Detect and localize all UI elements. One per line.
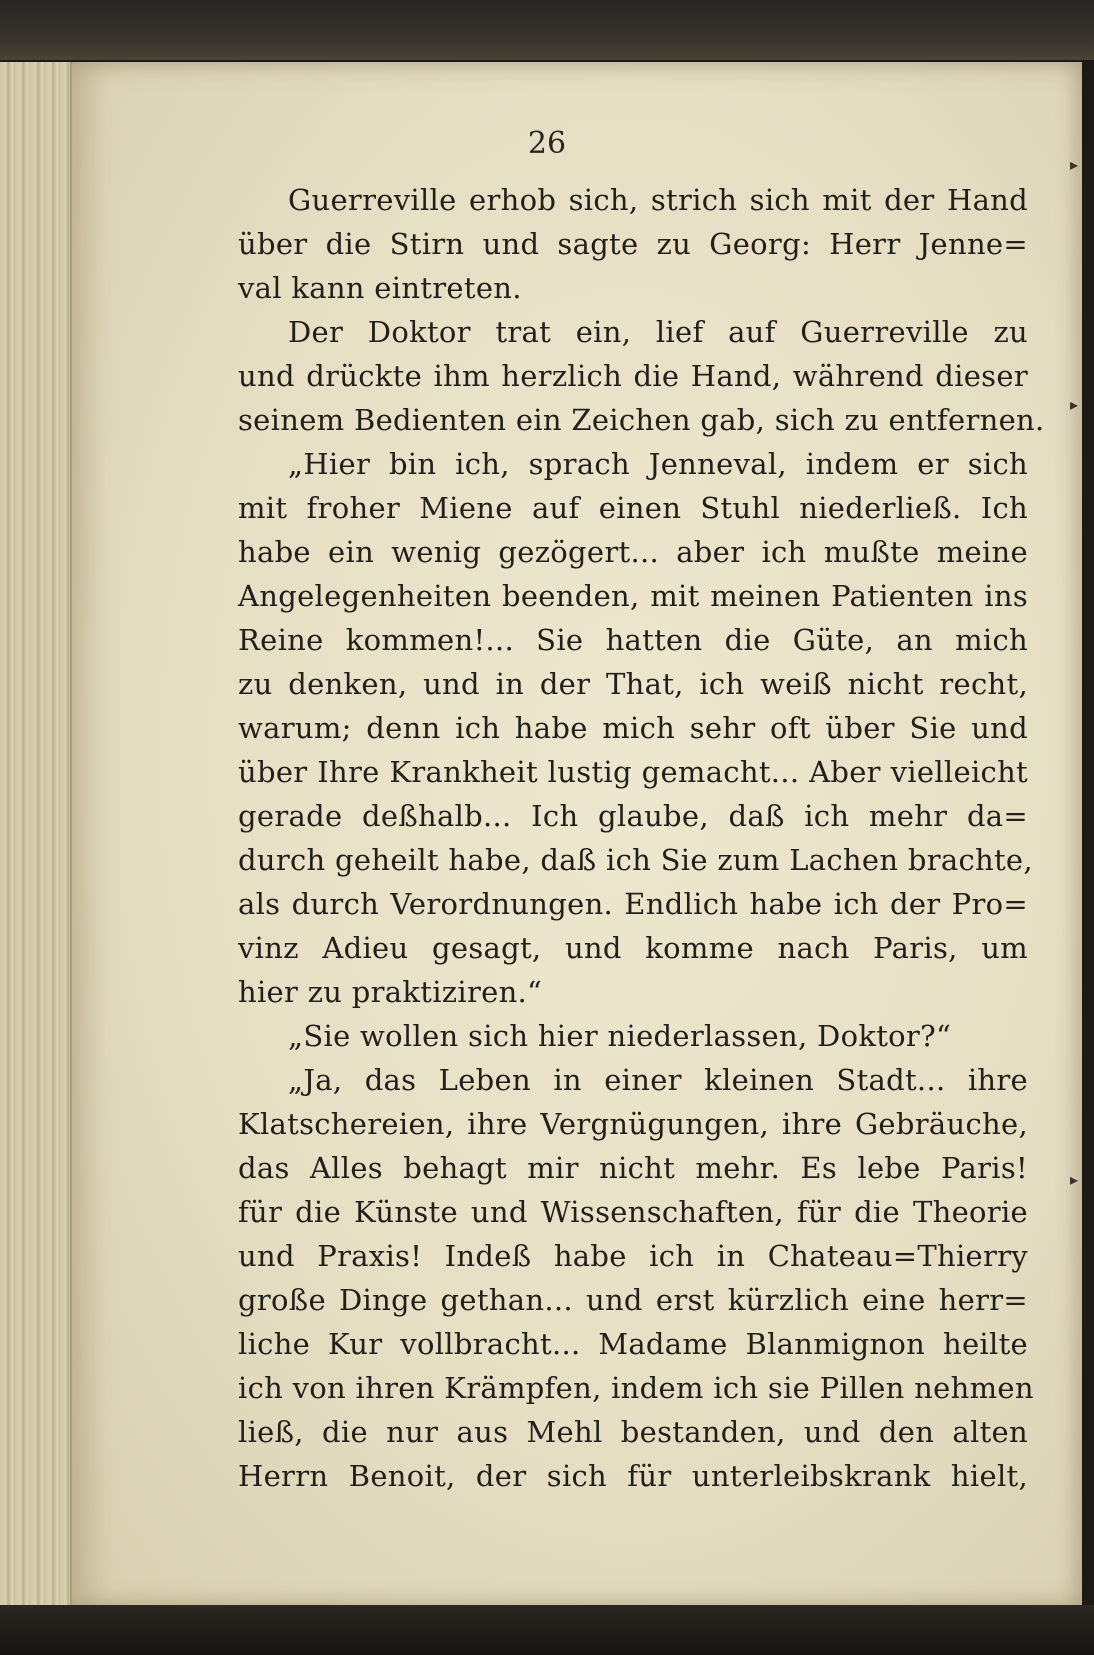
text-line: Guerreville erhob sich, strich sich mit der Hand: [288, 183, 1028, 217]
text-line: Reine kommen!... Sie hatten die Güte, an mich: [238, 623, 1028, 657]
text-line: „Ja, das Leben in einer kleinen Stadt... ihre: [288, 1063, 1028, 1097]
text-line: Angelegenheiten beenden, mit meinen Patienten ins: [238, 579, 1028, 613]
text-line: hier zu praktiziren.“: [238, 975, 543, 1009]
text-line: „Hier bin ich, sprach Jenneval, indem er sich: [288, 447, 1028, 481]
text-line: val kann eintreten.: [238, 271, 522, 305]
text-line: Der Doktor trat ein, lief auf Guerreville zu: [288, 315, 1028, 349]
scan-top-border: [0, 0, 1094, 60]
margin-mark: ▸: [1070, 1170, 1079, 1189]
text-line: über die Stirn und sagte zu Georg: Herr Jenne=: [238, 227, 1028, 261]
text-line: warum; denn ich habe mich sehr oft über Sie und: [238, 711, 1028, 745]
text-line: Herrn Benoit, der sich für unterleibskrank hielt,: [238, 1459, 1028, 1493]
text-line: das Alles behagt mir nicht mehr. Es lebe Paris!: [238, 1151, 1028, 1185]
scan-bottom-border: [0, 1605, 1094, 1655]
page-number: 26: [527, 126, 567, 161]
text-line: große Dinge gethan... und erst kürzlich eine herr=: [238, 1283, 1028, 1317]
text-line: liche Kur vollbracht... Madame Blanmignon heilte: [238, 1327, 1028, 1361]
margin-mark: ▸: [1070, 155, 1079, 174]
text-line: ich von ihren Krämpfen, indem ich sie Pillen nehmen: [238, 1371, 1034, 1405]
text-line: und drückte ihm herzlich die Hand, während dieser: [238, 359, 1028, 393]
text-line: zu denken, und in der That, ich weiß nicht recht,: [238, 667, 1028, 701]
text-line: für die Künste und Wissenschaften, für die Theorie: [238, 1195, 1028, 1229]
text-line: als durch Verordnungen. Endlich habe ich der Pro=: [238, 887, 1028, 921]
text-line: gerade deßhalb... Ich glaube, daß ich mehr da=: [238, 799, 1028, 833]
margin-mark: ▸: [1070, 395, 1079, 414]
text-line: ließ, die nur aus Mehl bestanden, und den alten: [238, 1415, 1028, 1449]
text-line: vinz Adieu gesagt, und komme nach Paris, um: [238, 931, 1028, 965]
text-line: mit froher Miene auf einen Stuhl niederließ. Ich: [238, 491, 1028, 525]
text-line: habe ein wenig gezögert... aber ich mußte meine: [238, 535, 1028, 569]
text-line: Klatschereien, ihre Vergnügungen, ihre Gebräuche,: [238, 1107, 1028, 1141]
text-line: seinem Bedienten ein Zeichen gab, sich zu entfernen.: [238, 403, 1045, 437]
text-line: „Sie wollen sich hier niederlassen, Doktor?“: [288, 1019, 952, 1053]
text-line: und Praxis! Indeß habe ich in Chateau=Thierry: [238, 1239, 1028, 1273]
text-line: durch geheilt habe, daß ich Sie zum Lachen brachte,: [238, 843, 1033, 877]
text-line: über Ihre Krankheit lustig gemacht... Aber vielleicht: [238, 755, 1028, 789]
